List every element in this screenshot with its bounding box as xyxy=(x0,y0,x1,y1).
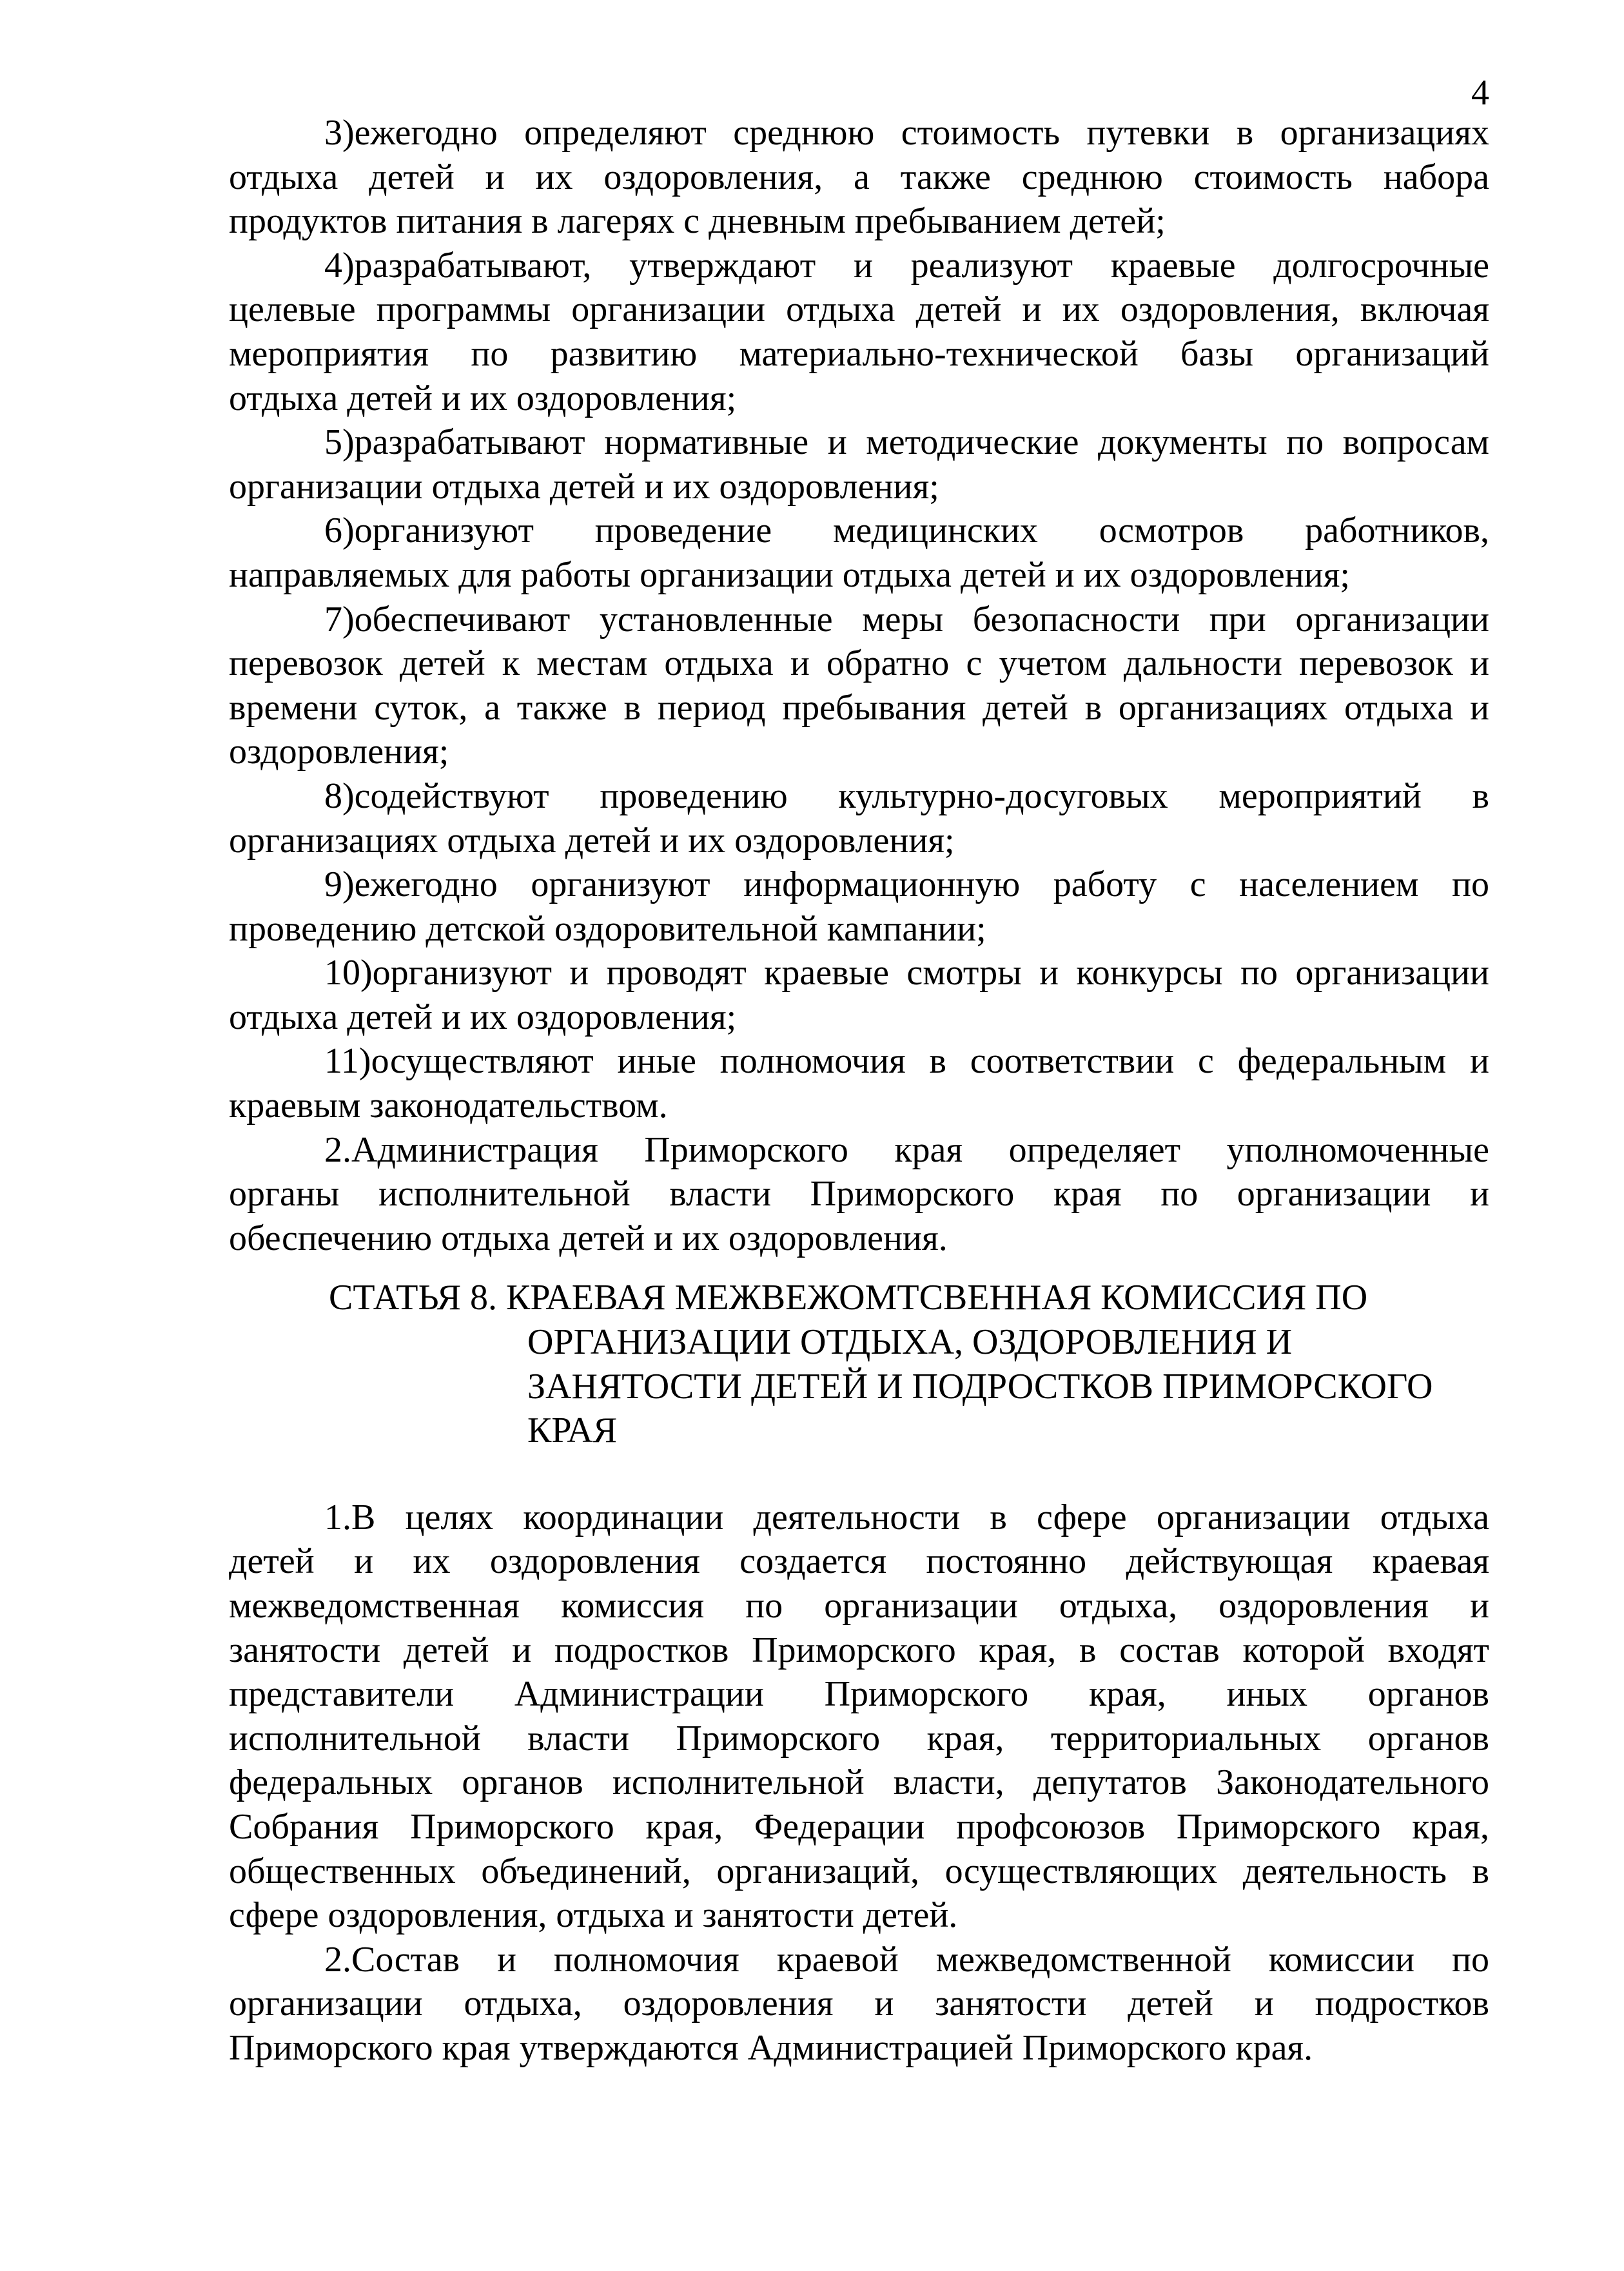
article-8-heading xyxy=(229,1276,1489,1452)
page-number: 4 xyxy=(1471,73,1489,113)
article-7-powers-section xyxy=(229,111,1489,1260)
text-line: детей и их оздоровления создается постоянно действующая краевая xyxy=(229,1541,1489,1582)
article-heading-line: ЗАНЯТОСТИ ДЕТЕЙ И ПОДРОСТКОВ ПРИМОРСКОГО xyxy=(527,1366,1433,1407)
text-line: 10)организуют и проводят краевые смотры и конкурсы по организации xyxy=(324,953,1489,993)
article-heading-line: СТАТЬЯ 8. КРАЕВАЯ МЕЖВЕЖОМТСВЕННАЯ КОМИССИЯ ПО xyxy=(329,1278,1368,1318)
text-line: мероприятия по развитию материально-технической базы организаций xyxy=(229,333,1489,374)
text-line: федеральных органов исполнительной власти, депутатов Законодательного xyxy=(229,1762,1489,1803)
text-line: 1.В целях координации деятельности в сфере организации отдыха xyxy=(324,1497,1489,1537)
text-line: сфере оздоровления, отдыха и занятости детей. xyxy=(229,1895,958,1936)
text-line: оздоровления; xyxy=(229,732,449,772)
text-line: 2.Состав и полномочия краевой межведомственной комиссии по xyxy=(324,1939,1489,1980)
text-line: Приморского края утверждаются Администрацией Приморского края. xyxy=(229,2027,1313,2068)
text-line: обеспечению отдыха детей и их оздоровления. xyxy=(229,1218,948,1258)
article-heading-line: ОРГАНИЗАЦИИ ОТДЫХА, ОЗДОРОВЛЕНИЯ И xyxy=(527,1322,1293,1363)
text-line: организации отдыха, оздоровления и занятости детей и подростков xyxy=(229,1983,1489,2024)
text-line: 8)содействуют проведению культурно-досуговых мероприятий в xyxy=(324,775,1489,816)
text-line: занятости детей и подростков Приморского края, в состав которой входят xyxy=(229,1630,1489,1670)
text-line: Собрания Приморского края, Федерации профсоюзов Приморского края, xyxy=(229,1806,1489,1847)
text-line: 2.Администрация Приморского края определяет уполномоченные xyxy=(324,1129,1489,1170)
article-heading-line: КРАЯ xyxy=(527,1410,618,1451)
text-line: 5)разрабатывают нормативные и методические документы по вопросам xyxy=(324,422,1489,463)
document-text xyxy=(229,111,1489,2071)
text-line: 6)организуют проведение медицинских осмотров работников, xyxy=(324,511,1489,551)
text-line: органы исполнительной власти Приморского края по организации и xyxy=(229,1174,1489,1214)
text-line: представители Администрации Приморского края, иных органов xyxy=(229,1674,1489,1715)
text-line: 11)осуществляют иные полномочия в соответствии с федеральным и xyxy=(324,1041,1489,1082)
text-line: организациях отдыха детей и их оздоровления; xyxy=(229,820,955,861)
text-line: организации отдыха детей и их оздоровления; xyxy=(229,466,939,507)
text-line: времени суток, а также в период пребывания детей в организациях отдыха и xyxy=(229,687,1489,728)
text-line: 9)ежегодно организуют информационную работу с населением по xyxy=(324,864,1489,905)
article-8-body-section xyxy=(229,1496,1489,2071)
text-line: общественных объединений, организаций, осуществляющих деятельность в xyxy=(229,1851,1489,1891)
text-line: отдыха детей и их оздоровления; xyxy=(229,997,737,1037)
text-line: 7)обеспечивают установленные меры безопасности при организации xyxy=(324,599,1489,639)
text-line: межведомственная комиссия по организации отдыха, оздоровления и xyxy=(229,1586,1489,1626)
text-line: направляемых для работы организации отдыха детей и их оздоровления; xyxy=(229,554,1350,595)
text-line: 4)разрабатывают, утверждают и реализуют краевые долгосрочные xyxy=(324,245,1489,286)
text-line: 3)ежегодно определяют среднюю стоимость путевки в организациях xyxy=(324,113,1489,153)
text-line: отдыха детей и их оздоровления; xyxy=(229,378,737,418)
text-line: исполнительной власти Приморского края, территориальных органов xyxy=(229,1718,1489,1759)
text-line: проведению детской оздоровительной кампании; xyxy=(229,908,986,949)
text-line: продуктов питания в лагерях с дневным пребыванием детей; xyxy=(229,201,1166,242)
text-line: перевозок детей к местам отдыха и обратно с учетом дальности перевозок и xyxy=(229,643,1489,684)
text-line: отдыха детей и их оздоровления, а также среднюю стоимость набора xyxy=(229,157,1489,197)
text-line: краевым законодательством. xyxy=(229,1086,668,1126)
text-line: целевые программы организации отдыха детей и их оздоровления, включая xyxy=(229,289,1489,330)
